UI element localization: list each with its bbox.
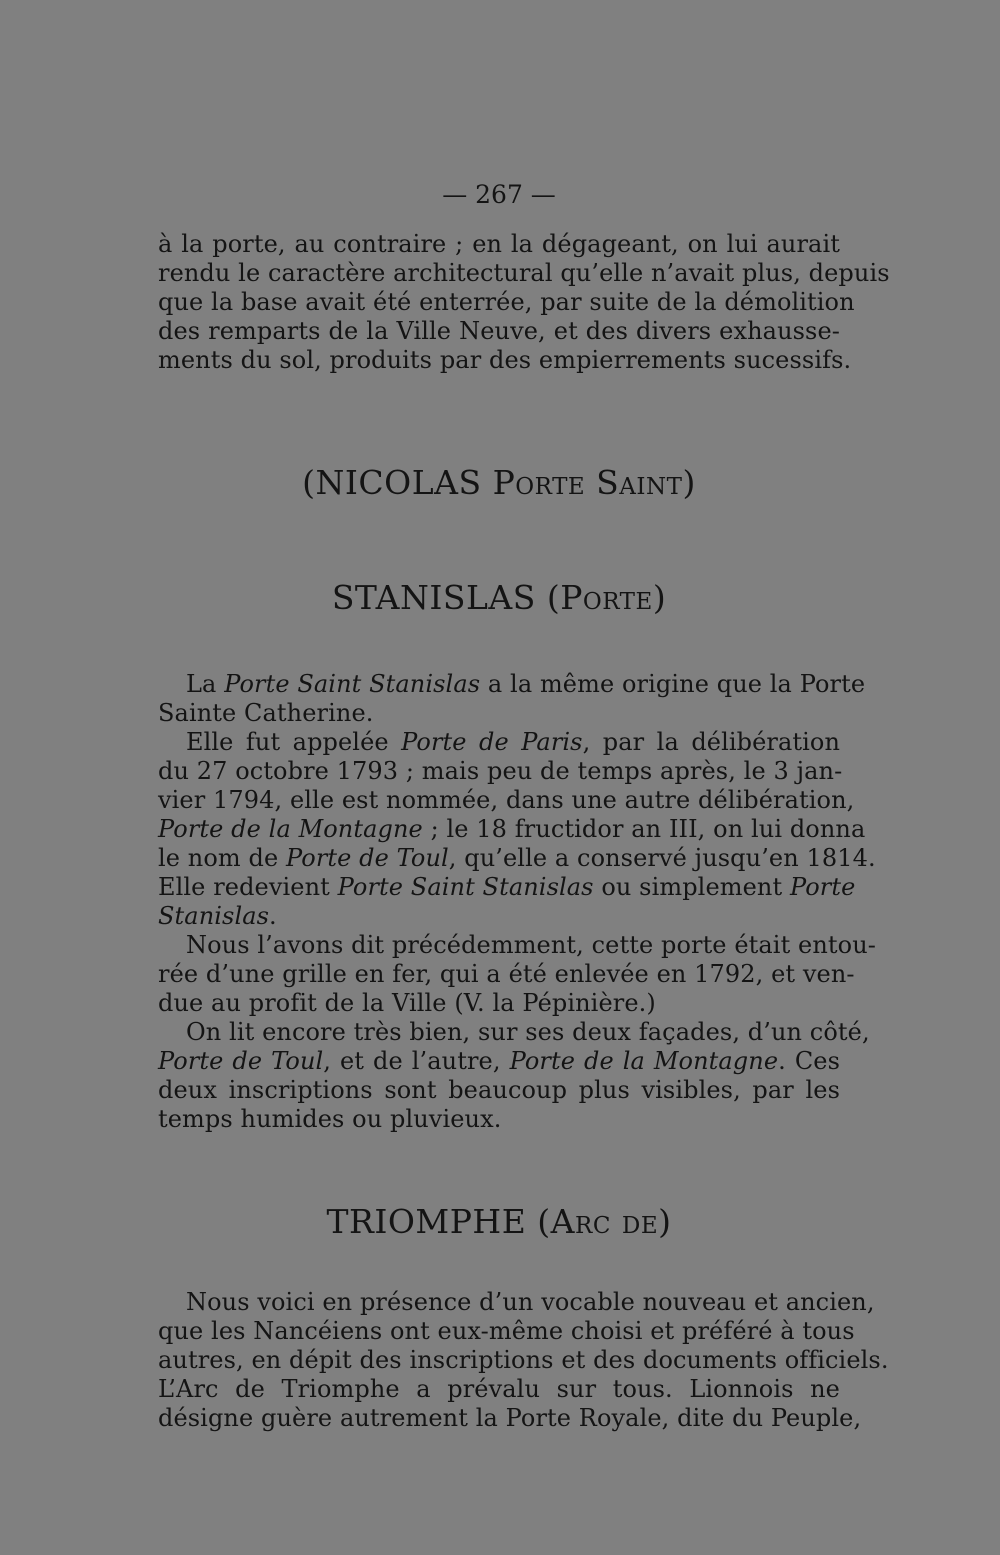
italic-run: Porte de Paris — [401, 728, 583, 756]
text-line: rée d’une grille en fer, qui a été enlevée en 1792, et ven- — [158, 960, 855, 988]
stanislas-paragraph-1 — [158, 670, 866, 728]
text-line — [158, 1047, 840, 1076]
text-run: a la même origine que la Porte — [480, 670, 866, 698]
italic-run: Porte de la Montagne — [509, 1047, 779, 1075]
text-run: , et de l’autre, — [323, 1047, 510, 1075]
text-line — [158, 873, 856, 902]
heading-stanislas-main: STANISLAS ( — [331, 578, 561, 617]
text-line — [158, 815, 866, 844]
heading-nicolas — [158, 463, 840, 503]
text-line: du 27 octobre 1793 ; mais peu de temps après, le 3 jan- — [158, 757, 843, 785]
text-line: des remparts de la Ville Neuve, et des divers exhausse- — [158, 317, 840, 345]
text-line: ments du sol, produits par des empierrements sucessifs. — [158, 346, 852, 374]
heading-triomphe-smallcaps: Arc de — [550, 1202, 659, 1241]
heading-stanislas-smallcaps: Porte — [560, 578, 653, 617]
text-line — [158, 844, 876, 873]
text-run: . Ces — [778, 1047, 841, 1075]
text-run: Elle redevient — [158, 873, 338, 901]
page-number: — 267 — — [442, 180, 556, 209]
heading-nicolas-main: (NICOLAS — [302, 463, 482, 502]
text-line: que la base avait été enterrée, par suite de la démolition — [158, 288, 855, 316]
triomphe-paragraph-1 — [158, 1288, 889, 1433]
italic-run: Porte — [789, 873, 856, 901]
stanislas-paragraph-4 — [158, 1018, 870, 1134]
text-line — [158, 902, 840, 931]
text-line: rendu le caractère architectural qu’elle n’avait plus, depuis — [158, 259, 890, 287]
heading-triomphe-close: ) — [658, 1202, 672, 1241]
heading-stanislas-close: ) — [652, 578, 667, 617]
text-line: due au profit de la Ville (V. la Pépinière.) — [158, 989, 656, 1017]
text-run: . — [269, 902, 277, 930]
text-run: ou simplement — [593, 873, 790, 901]
heading-nicolas-smallcaps: Porte Saint) — [492, 463, 696, 502]
text-line: à la porte, au contraire ; en la dégageant, on lui aurait — [158, 230, 840, 258]
italic-run: Stanislas — [158, 902, 270, 930]
text-line: vier 1794, elle est nommée, dans une autre délibération, — [158, 786, 855, 814]
book-page — [158, 180, 890, 1480]
text-run: La — [186, 670, 225, 698]
heading-stanislas — [158, 578, 840, 618]
text-line: autres, en dépit des inscriptions et des documents officiels. — [158, 1346, 889, 1374]
text-line: On lit encore très bien, sur ses deux façades, d’un côté, — [186, 1018, 870, 1046]
italic-run: Porte de Toul — [158, 1047, 324, 1075]
text-run: , par la délibération — [582, 728, 841, 756]
text-line: L’Arc de Triomphe a prévalu sur tous. Lionnois ne — [158, 1375, 840, 1403]
intro-paragraph — [158, 230, 890, 375]
heading-triomphe — [158, 1202, 840, 1242]
text-line: deux inscriptions sont beaucoup plus visibles, par les — [158, 1076, 840, 1104]
italic-run: Porte Saint Stanislas — [337, 873, 594, 901]
stanislas-paragraph-2 — [158, 728, 876, 931]
text-line: Nous l’avons dit précédemment, cette porte était entou- — [186, 931, 876, 959]
italic-run: Porte Saint Stanislas — [224, 670, 481, 698]
text-line: que les Nancéiens ont eux-même choisi et préféré à tous — [158, 1317, 855, 1345]
text-run: Elle fut appelée — [186, 728, 402, 756]
italic-run: Porte de la Montagne — [158, 815, 423, 843]
text-line — [158, 728, 840, 757]
stanislas-paragraph-3 — [158, 931, 876, 1018]
text-line: temps humides ou pluvieux. — [158, 1105, 502, 1133]
text-line — [158, 670, 866, 699]
italic-run: Porte de Toul — [286, 844, 449, 872]
text-run: ; le 18 fructidor an III, on lui donna — [422, 815, 866, 843]
text-line: Sainte Catherine. — [158, 699, 374, 727]
text-run: le nom de — [158, 844, 286, 872]
heading-triomphe-main: TRIOMPHE ( — [326, 1202, 551, 1241]
text-line: Nous voici en présence d’un vocable nouveau et ancien, — [186, 1288, 875, 1316]
text-line: désigne guère autrement la Porte Royale, dite du Peuple, — [158, 1404, 862, 1432]
text-run: , qu’elle a conservé jusqu’en 1814. — [448, 844, 876, 872]
